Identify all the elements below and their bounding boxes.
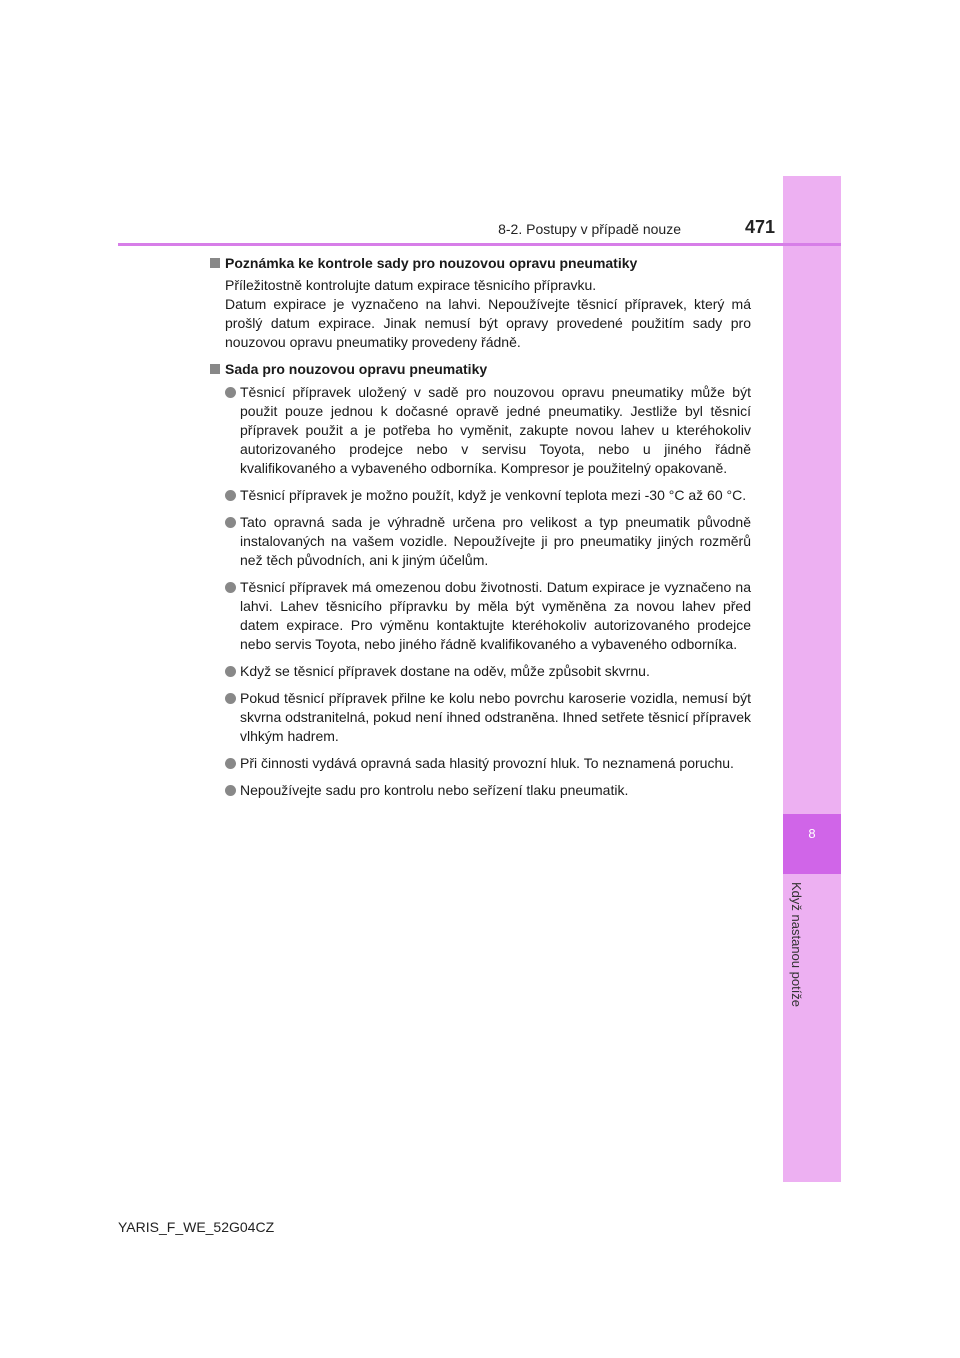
list-item-text: Tato opravná sada je výhradně určena pro velikost a typ pneumatik původně instalovaných na vašem vozidle. Nepoužívejte ji pro pneumatiky jiných rozměrů než těch původních, ani k jiným účelům. <box>240 514 751 568</box>
list-item <box>225 662 751 681</box>
list-item-text: Když se těsnicí přípravek dostane na oděv, může způsobit skvrnu. <box>240 663 650 679</box>
page-content <box>209 254 751 800</box>
section-heading-text: Sada pro nouzovou opravu pneumatiky <box>225 361 488 377</box>
circle-bullet-icon <box>225 785 236 796</box>
section-heading-text: Poznámka ke kontrole sady pro nouzovou opravu pneumatiky <box>225 255 638 271</box>
chapter-tab <box>783 814 841 874</box>
chapter-number: 8 <box>808 826 816 841</box>
list-item <box>225 383 751 478</box>
circle-bullet-icon <box>225 582 236 593</box>
document-code: YARIS_F_WE_52G04CZ <box>118 1219 275 1235</box>
square-bullet-icon <box>210 364 220 374</box>
circle-bullet-icon <box>225 666 236 677</box>
section-tire-kit-note <box>209 254 751 352</box>
circle-bullet-icon <box>225 693 236 704</box>
list-item-text: Těsnicí přípravek je možno použít, když je venkovní teplota mezi -30 °C až 60 °C. <box>240 487 747 503</box>
circle-bullet-icon <box>225 387 236 398</box>
circle-bullet-icon <box>225 490 236 501</box>
list-item-text: Těsnicí přípravek má omezenou dobu životnosti. Datum expirace je vyznačeno na lahvi. Lahev těsnicího přípravku by měla být vyměněna za novou lahev před datem expirace. Pro výměnu kontaktujte kteréhokoliv autorizovaného prodejce nebo servis Toyota, nebo jiného řádně kvalifikovaného a vybaveného odborníka. <box>240 579 751 652</box>
list-item-text: Pokud těsnicí přípravek přilne ke kolu nebo povrchu karoserie vozidla, nemusí být skvrna odstranitelná, pokud není ihned odstraněna. Ihned setřete těsnicí přípravek vlhkým hadrem. <box>240 690 751 744</box>
list-item-text: Těsnicí přípravek uložený v sadě pro nouzovou opravu pneumatiky může být použit pouze jednou k dočasné opravě jedné pneumatiky. Jestliže byl těsnicí přípravek použit a je potřeba ho vyměnit, zakupte novou lahev u kteréhokoliv autorizovaného prodejce nebo v servisu Toyota, nebo u jiného řádně kvalifikovaného a vybaveného odborníka. Kompresor je použitelný opakovaně. <box>240 384 751 476</box>
section-heading <box>209 360 751 379</box>
section-tire-repair-kit <box>209 360 751 800</box>
header-section-title: 8-2. Postupy v případě nouze <box>498 221 681 237</box>
section-heading <box>209 254 751 273</box>
list-item <box>225 689 751 746</box>
square-bullet-icon <box>210 258 220 268</box>
paragraph: Datum expirace je vyznačeno na lahvi. Nepoužívejte těsnicí přípravek, který má prošlý datum expirace. Jinak nemusí být opravy provedené použitím sady pro nouzovou opravu pneumatiky provedeny řádně. <box>225 296 751 350</box>
list-item <box>225 781 751 800</box>
page-number: 471 <box>744 217 775 237</box>
chapter-label <box>789 882 820 1032</box>
list-item <box>225 754 751 773</box>
chapter-label-text: Když nastanou potíže <box>789 882 804 1008</box>
circle-bullet-icon <box>225 517 236 528</box>
list-item <box>225 578 751 654</box>
list-item <box>225 486 751 505</box>
circle-bullet-icon <box>225 758 236 769</box>
list-item-text: Při činnosti vydává opravná sada hlasitý provozní hluk. To neznamená poruchu. <box>240 755 734 771</box>
header-divider <box>118 243 841 246</box>
paragraph: Příležitostně kontrolujte datum expirace těsnicího přípravku. <box>225 277 597 293</box>
list-item <box>225 513 751 570</box>
list-item-text: Nepoužívejte sadu pro kontrolu nebo seřízení tlaku pneumatik. <box>240 782 629 798</box>
